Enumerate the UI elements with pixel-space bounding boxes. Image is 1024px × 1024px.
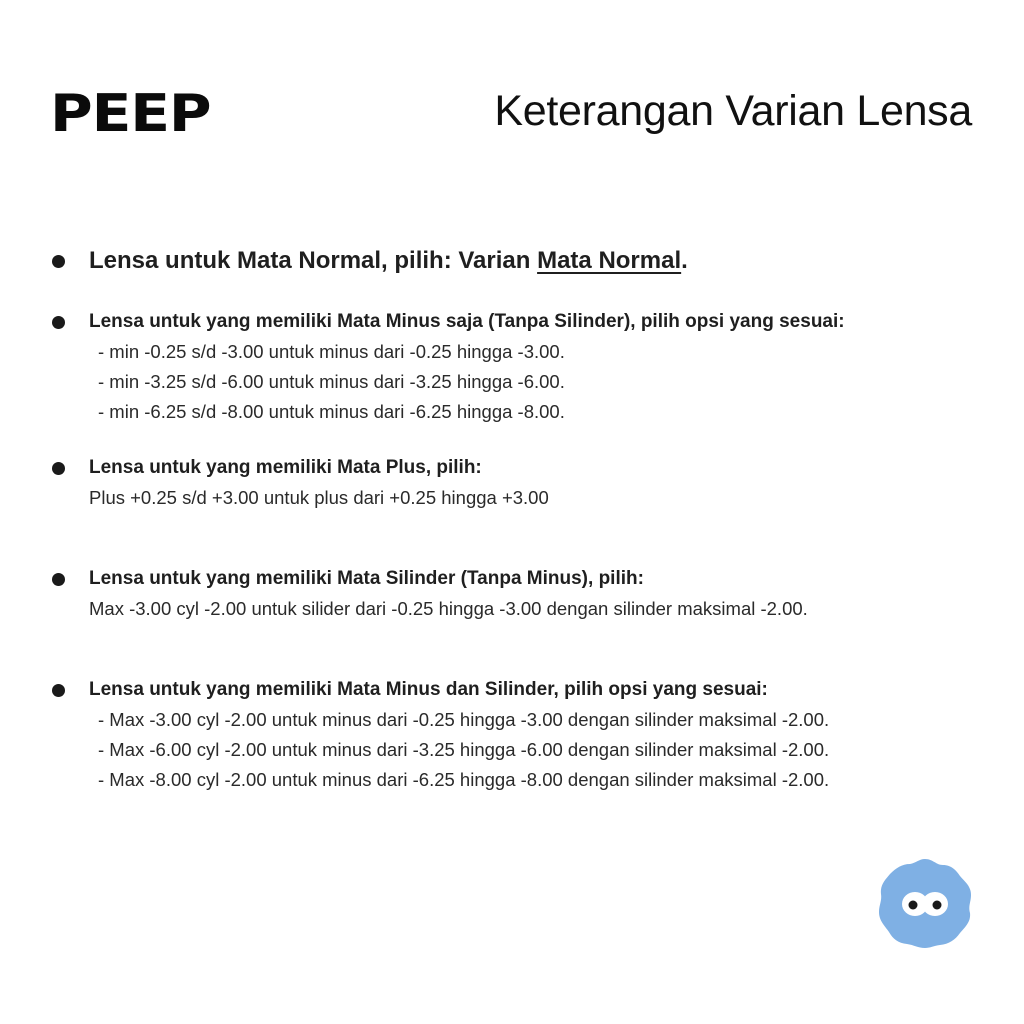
section-mata-silinder (52, 564, 1002, 624)
section-heading: Lensa untuk yang memiliki Mata Minus dan Silinder, pilih opsi yang sesuai: (89, 679, 768, 700)
list-item: - Max -8.00 cyl -2.00 untuk minus dari -6.25 hingga -8.00 dengan silinder maksimal -2.00. (98, 769, 830, 790)
section-heading: Lensa untuk yang memiliki Mata Plus, pilih: (89, 457, 482, 478)
section-mata-minus (52, 307, 1002, 427)
section-mata-normal (52, 244, 1002, 278)
bullet-icon (52, 255, 65, 268)
list-item: - min -6.25 s/d -8.00 untuk minus dari -6.25 hingga -8.00. (98, 401, 565, 422)
brand-logo: PEEP (50, 84, 211, 144)
section-heading: Lensa untuk yang memiliki Mata Minus saja (Tanpa Silinder), pilih opsi yang sesuai: (89, 311, 845, 332)
bullet-icon (52, 316, 65, 329)
list-item: Max -3.00 cyl -2.00 untuk silider dari -0.25 hingga -3.00 dengan silinder maksimal -2.00. (89, 598, 808, 619)
section-heading: Lensa untuk Mata Normal, pilih: Varian Mata Normal. (89, 247, 688, 274)
bullet-icon (52, 462, 65, 475)
list-item: - min -0.25 s/d -3.00 untuk minus dari -0.25 hingga -3.00. (98, 341, 565, 362)
list-item: Plus +0.25 s/d +3.00 untuk plus dari +0.25 hingga +3.00 (89, 487, 549, 508)
page-title: Keterangan Varian Lensa (494, 87, 972, 135)
section-mata-plus (52, 453, 1002, 513)
bullet-icon (52, 573, 65, 586)
owl-mascot-icon (876, 856, 974, 950)
bullet-icon (52, 684, 65, 697)
list-item: - Max -3.00 cyl -2.00 untuk minus dari -0.25 hingga -3.00 dengan silinder maksimal -2.00. (98, 709, 830, 730)
list-item: - min -3.25 s/d -6.00 untuk minus dari -3.25 hingga -6.00. (98, 371, 565, 392)
mata-normal-link: Mata Normal (537, 247, 682, 274)
section-heading: Lensa untuk yang memiliki Mata Silinder (Tanpa Minus), pilih: (89, 568, 644, 589)
list-item: - Max -6.00 cyl -2.00 untuk minus dari -3.25 hingga -6.00 dengan silinder maksimal -2.00. (98, 739, 830, 760)
section-minus-silinder (52, 675, 1002, 795)
